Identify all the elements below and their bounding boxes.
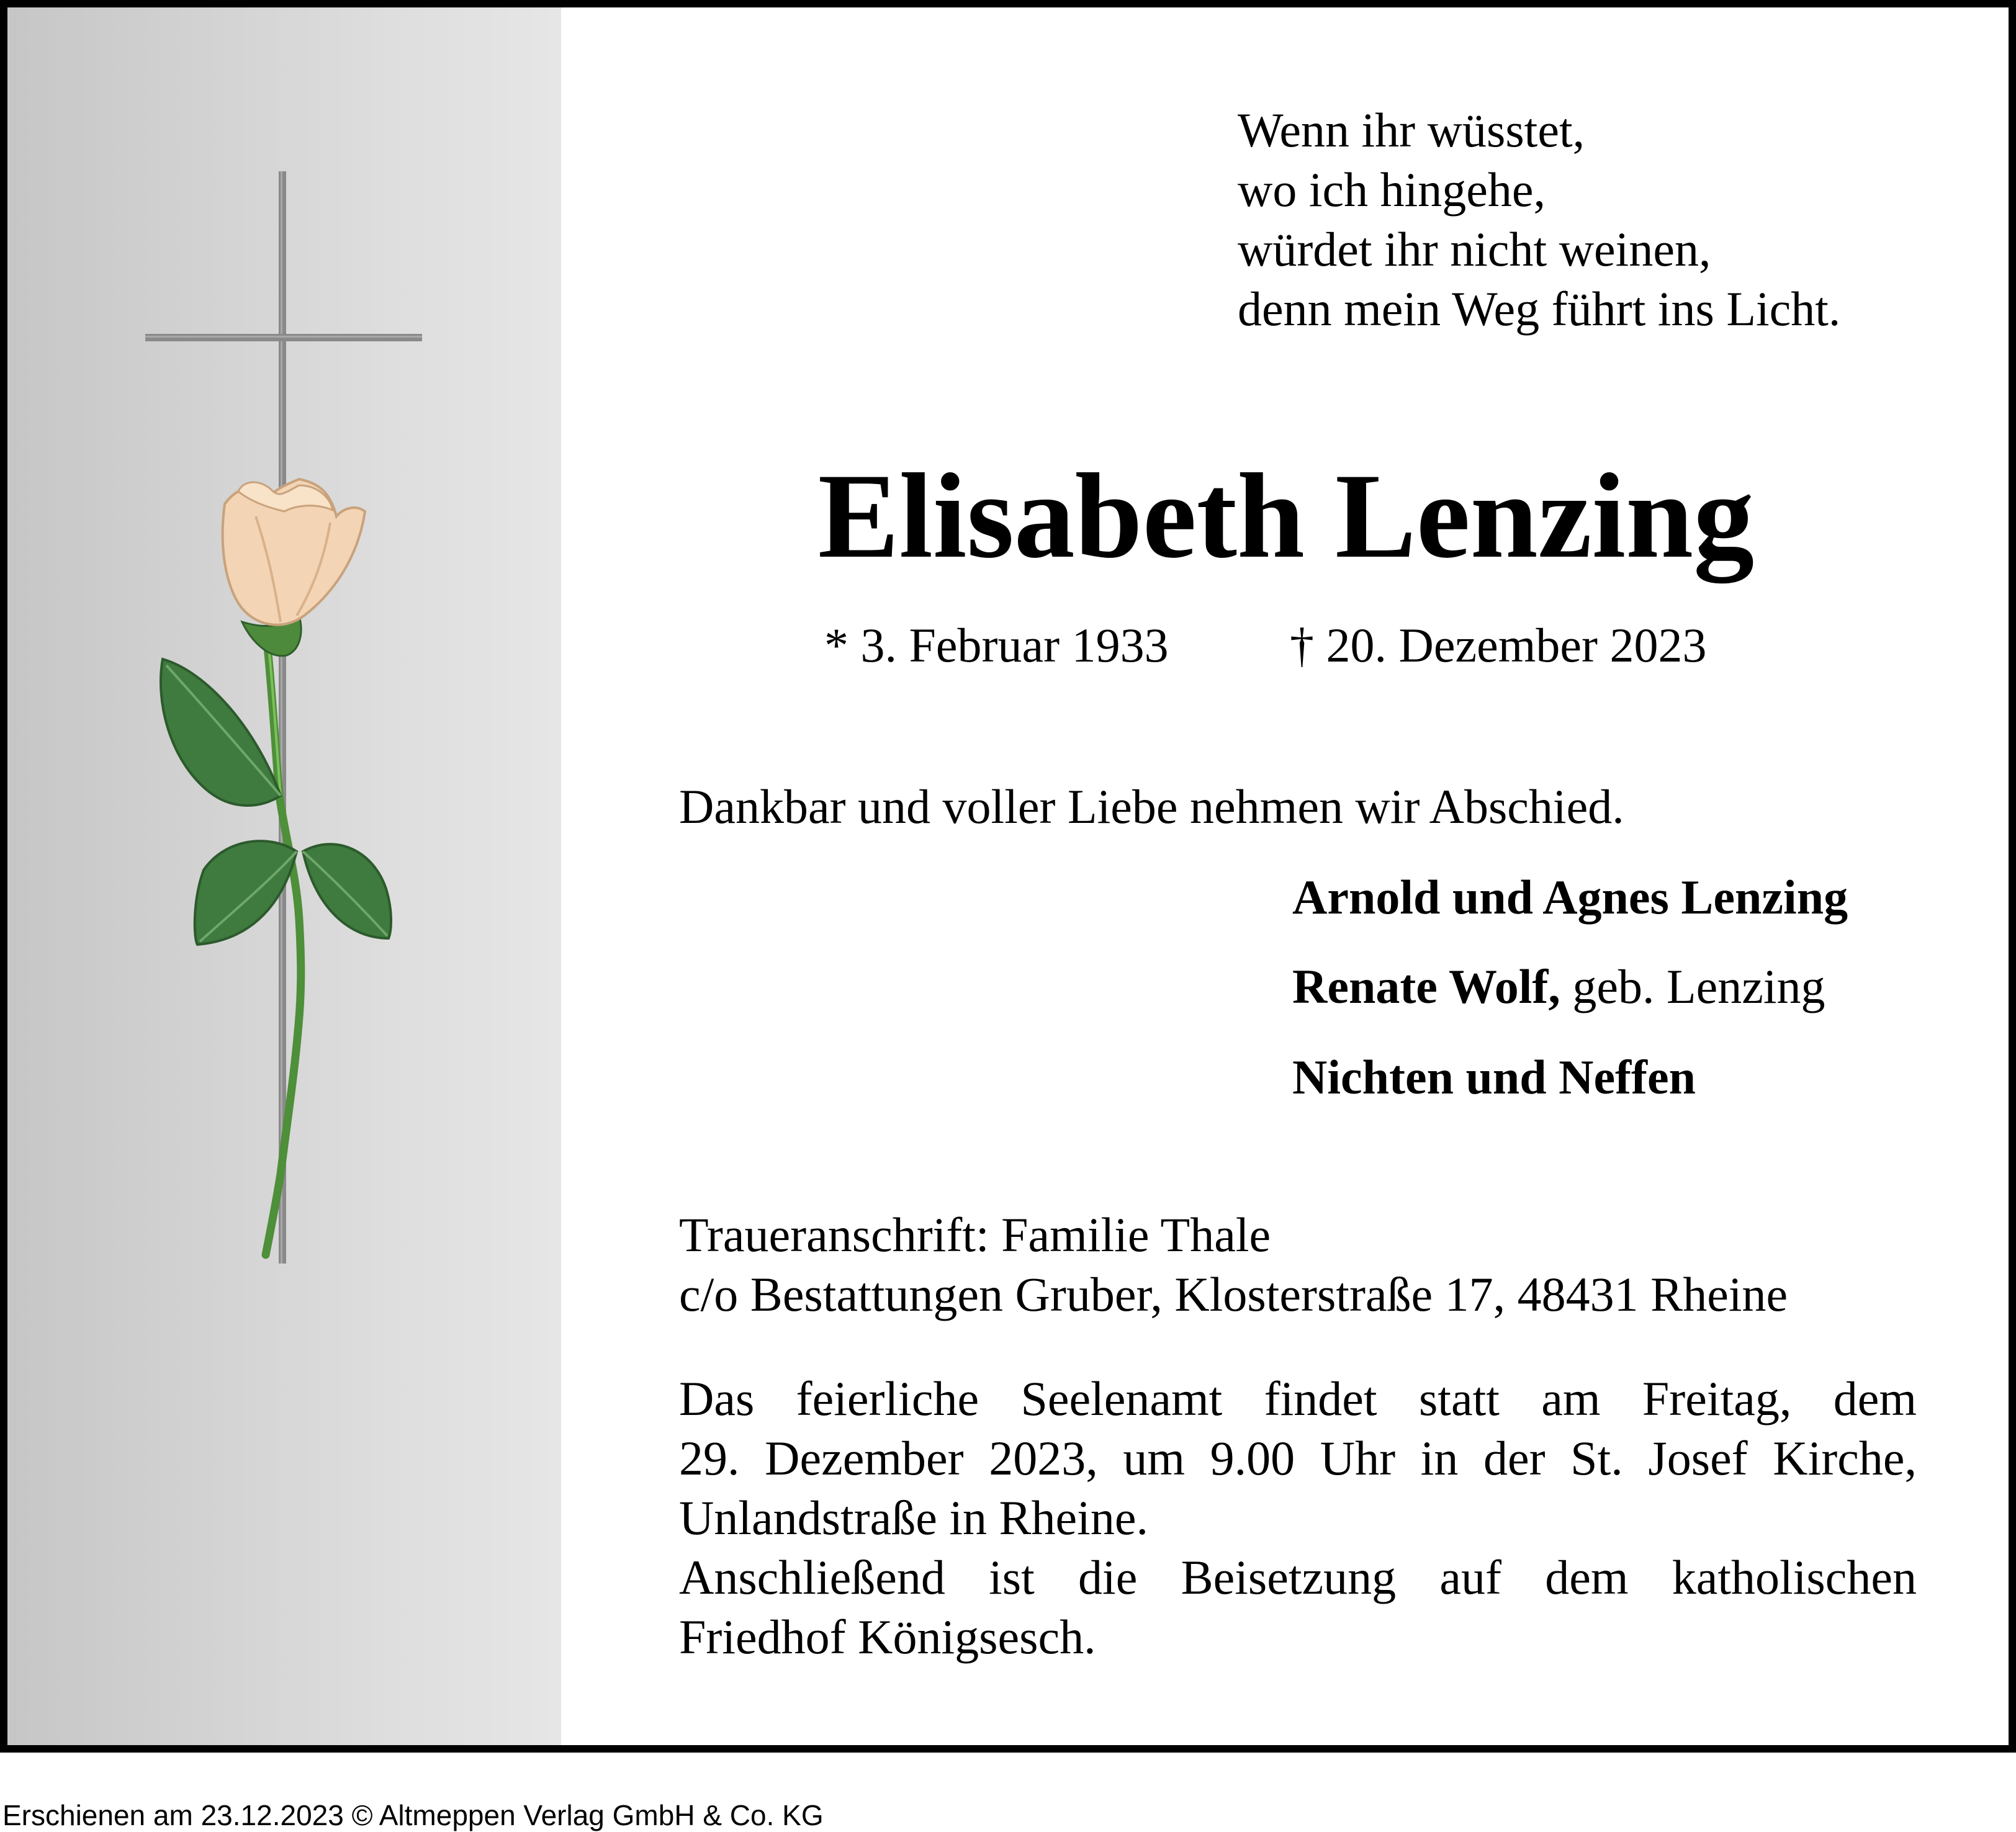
ceremony-line: 29. Dezember 2023, um 9.00 Uhr in der St. Josef Kirche, — [679, 1431, 1917, 1485]
poem-line: Wenn ihr wüsstet, — [1238, 103, 1585, 157]
farewell-text: Dankbar und voller Liebe nehmen wir Abschied. — [679, 779, 1624, 833]
address-line: c/o Bestattungen Gruber, Klosterstraße 17, 48431 Rheine — [679, 1267, 1788, 1321]
mourner-name: Renate Wolf, — [1292, 959, 1560, 1013]
decorative-side-panel — [7, 7, 561, 1745]
publication-credit: Erschienen am 23.12.2023 © Altmeppen Verlag GmbH & Co. KG — [2, 1799, 824, 1831]
mourner-entry — [1292, 1048, 1696, 1107]
mourner-entry — [1292, 957, 1825, 1017]
poem-line: wo ich hingehe, — [1238, 163, 1546, 217]
address-line: Traueranschrift: Familie Thale — [679, 1208, 1271, 1262]
mourning-address — [679, 1205, 1788, 1324]
ceremony-line: Das feierliche Seelenamt findet statt am Freitag, dem — [679, 1372, 1917, 1426]
birth-date: * 3. Februar 1933 — [824, 618, 1169, 672]
mourner-entry — [1292, 868, 1848, 927]
poem-quote — [1238, 101, 1840, 339]
mourner-name: Nichten und Neffen — [1292, 1050, 1696, 1104]
mourner-name: Arnold und Agnes Lenzing — [1292, 870, 1848, 924]
poem-line: würdet ihr nicht weinen, — [1238, 222, 1711, 276]
deceased-name: Elisabeth Lenzing — [817, 449, 1755, 583]
death-date: † 20. Dezember 2023 — [1290, 618, 1707, 672]
rose-icon — [161, 479, 391, 1255]
poem-line: denn mein Weg führt ins Licht. — [1238, 282, 1841, 336]
ceremony-line: Friedhof Königsesch. — [679, 1610, 1096, 1664]
cross-with-rose-illustration — [7, 7, 561, 1745]
ceremony-details — [679, 1369, 1917, 1667]
mourner-note: geb. Lenzing — [1560, 959, 1825, 1013]
ceremony-line: Anschließend ist die Beisetzung auf dem katholischen — [679, 1550, 1917, 1604]
ceremony-line: Unlandstraße in Rheine. — [679, 1491, 1148, 1545]
